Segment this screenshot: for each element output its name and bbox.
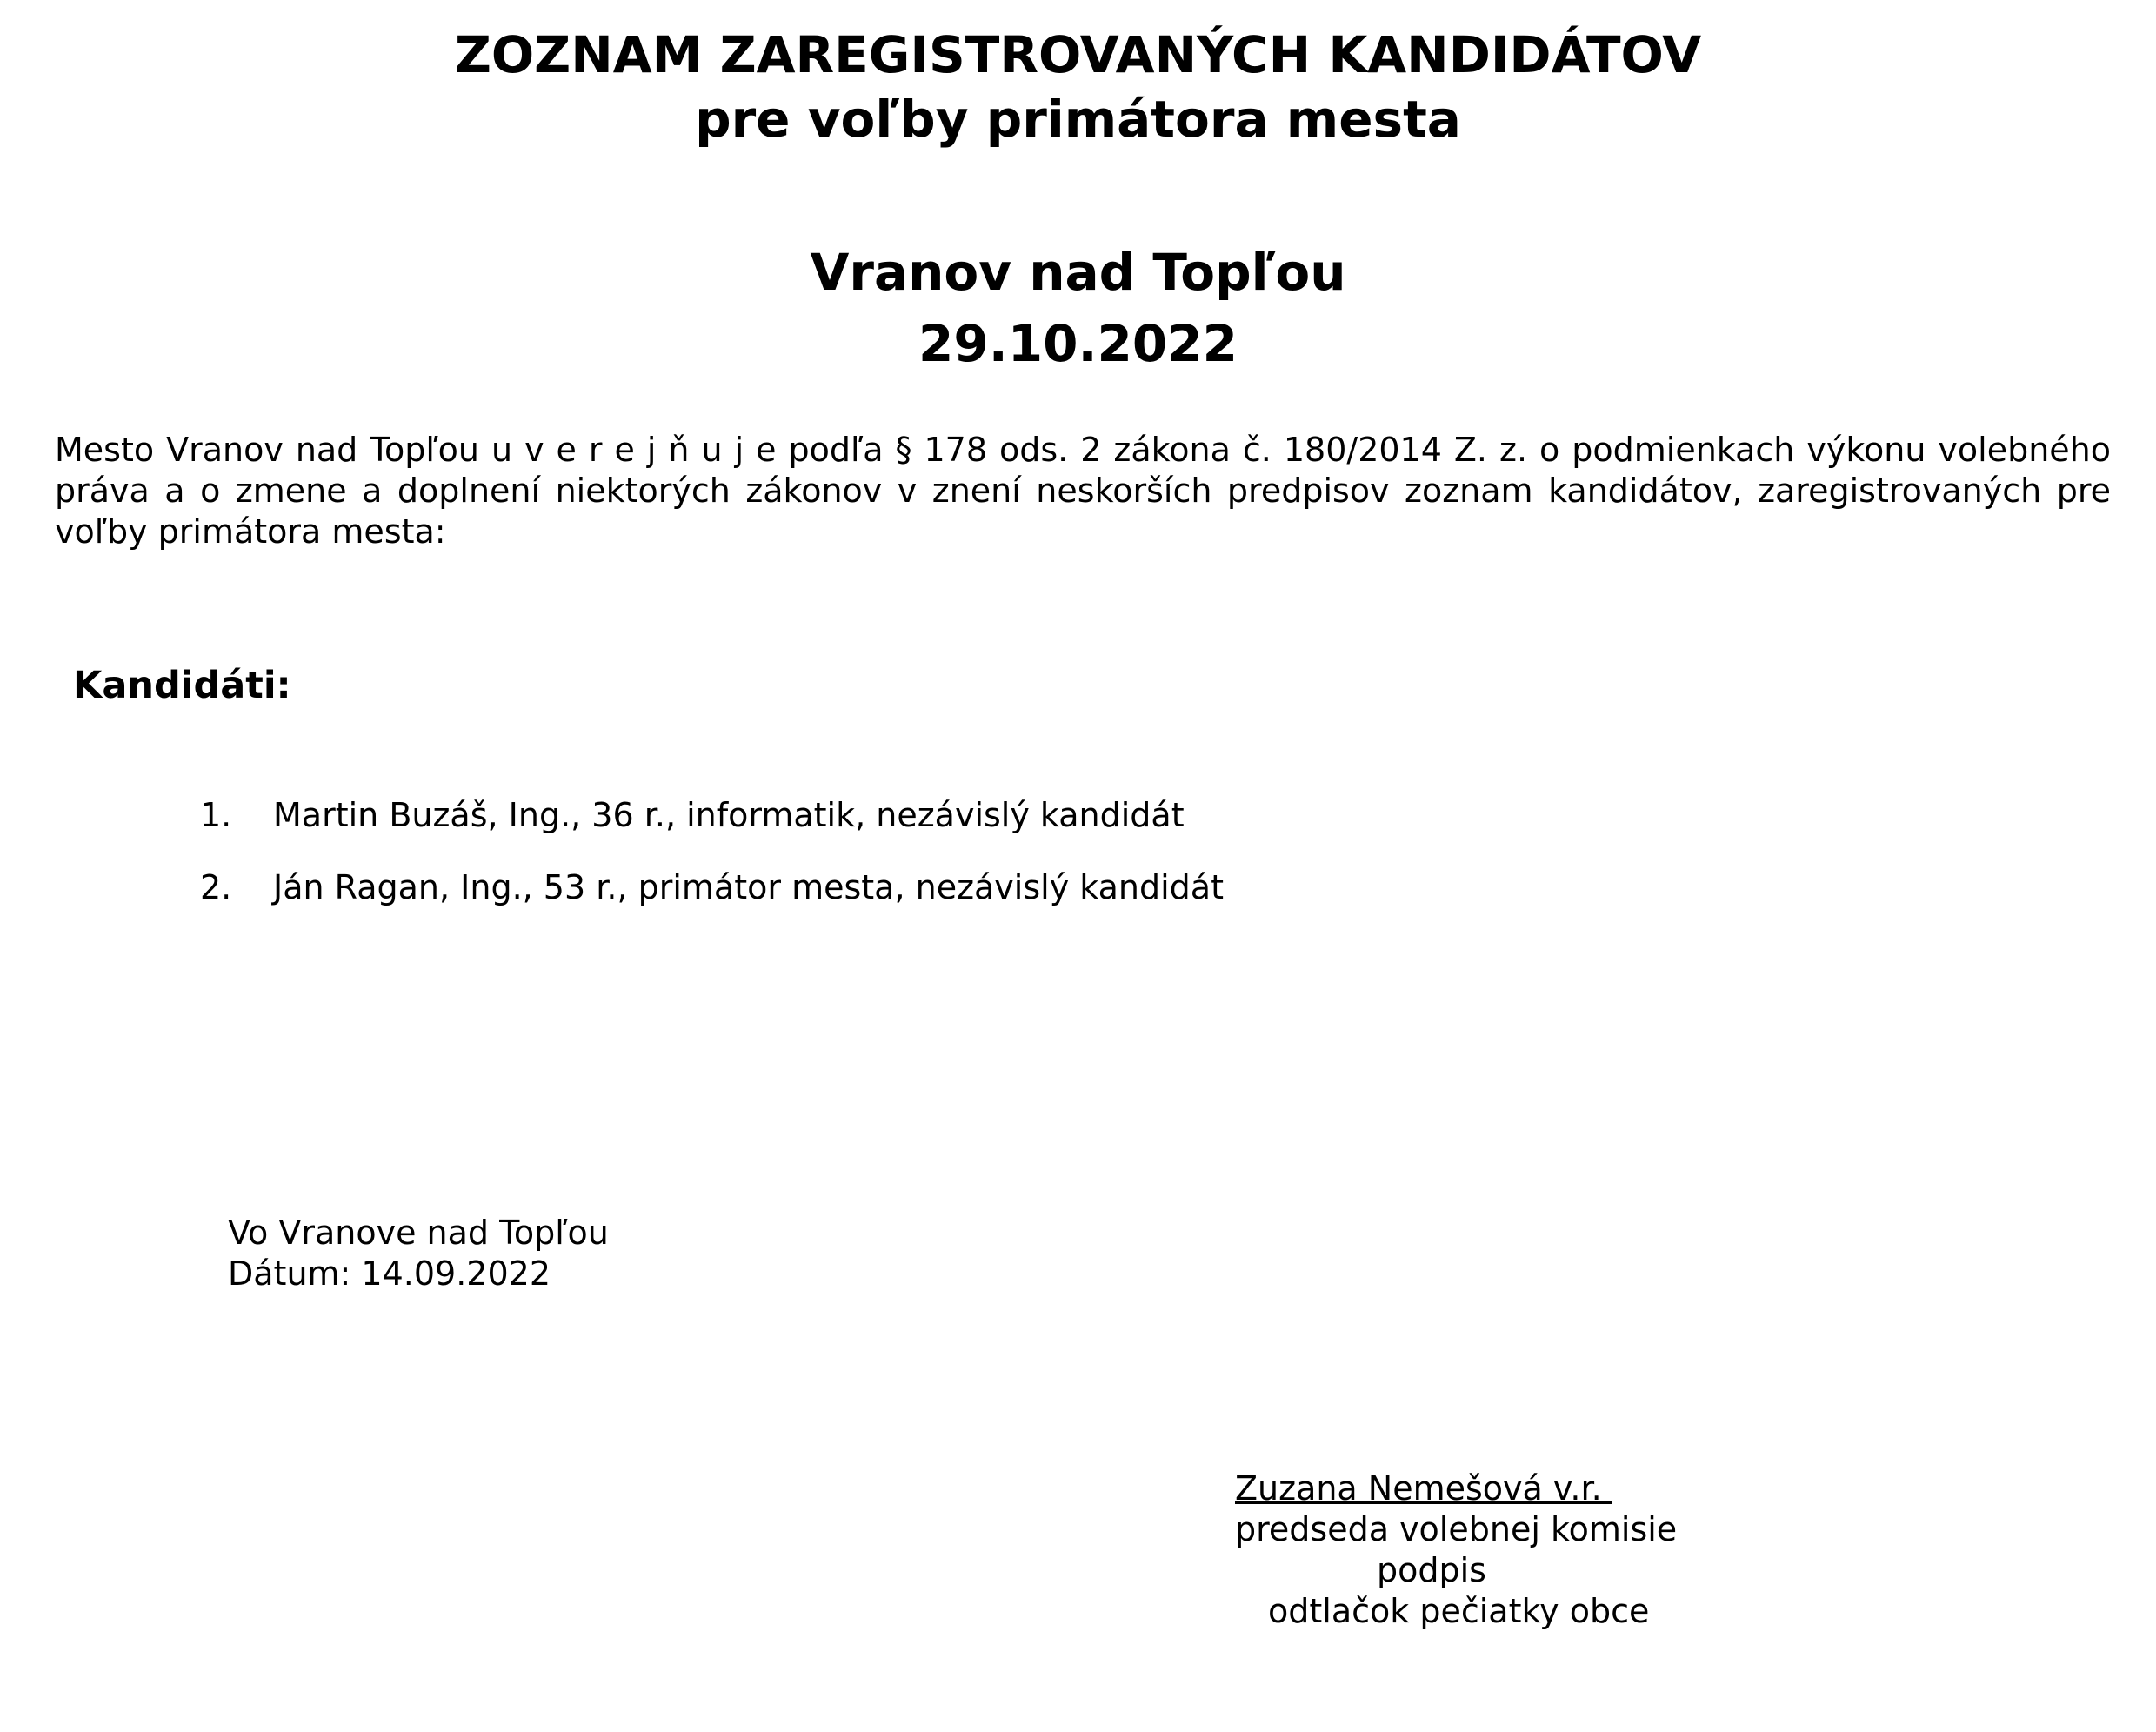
intro-paragraph: Mesto Vranov nad Topľou u v e r e j ň u j e podľa § 178 ods. 2 zákona č. 180/2014 Z. z. o podmienkach výkonu volebného práva a o zmene a doplnení niektorých zákonov v znení neskorších predpisov zoznam kandidátov, zaregistrovaných pre voľby primátora mesta: <box>55 431 2111 551</box>
place-line: Vo Vranove nad Topľou <box>228 1214 609 1252</box>
signature-block <box>1235 1468 1757 1632</box>
election-date: 29.10.2022 <box>918 314 1238 373</box>
candidate-list <box>200 793 1224 938</box>
document-title <box>0 23 2156 151</box>
date-line: Dátum: 14.09.2022 <box>228 1254 551 1293</box>
stamp-label: odtlačok pečiatky obce <box>1268 1592 1650 1630</box>
candidate-text: Martin Buzáš, Ing., 36 r., informatik, nezávislý kandidát <box>273 796 1185 834</box>
title-line-1: ZOZNAM ZAREGISTROVANÝCH KANDIDÁTOV <box>454 25 1702 84</box>
place-and-date <box>228 1213 609 1294</box>
town-name: Vranov nad Topľou <box>810 243 1346 302</box>
election-header <box>0 237 2156 379</box>
title-line-2: pre voľby primátora mesta <box>695 90 1461 149</box>
candidate-number: 2. <box>200 868 232 906</box>
signatory-role: predseda volebnej komisie <box>1235 1510 1678 1548</box>
candidate-text: Ján Ragan, Ing., 53 r., primátor mesta, nezávislý kandidát <box>273 868 1224 906</box>
candidate-number: 1. <box>200 796 232 834</box>
signatory-name: Zuzana Nemešová v.r. <box>1235 1469 1612 1508</box>
candidate-item <box>200 793 1224 866</box>
candidates-heading: Kandidáti: <box>73 664 291 707</box>
signature-label: podpis <box>1377 1551 1486 1589</box>
candidate-item <box>200 866 1224 938</box>
